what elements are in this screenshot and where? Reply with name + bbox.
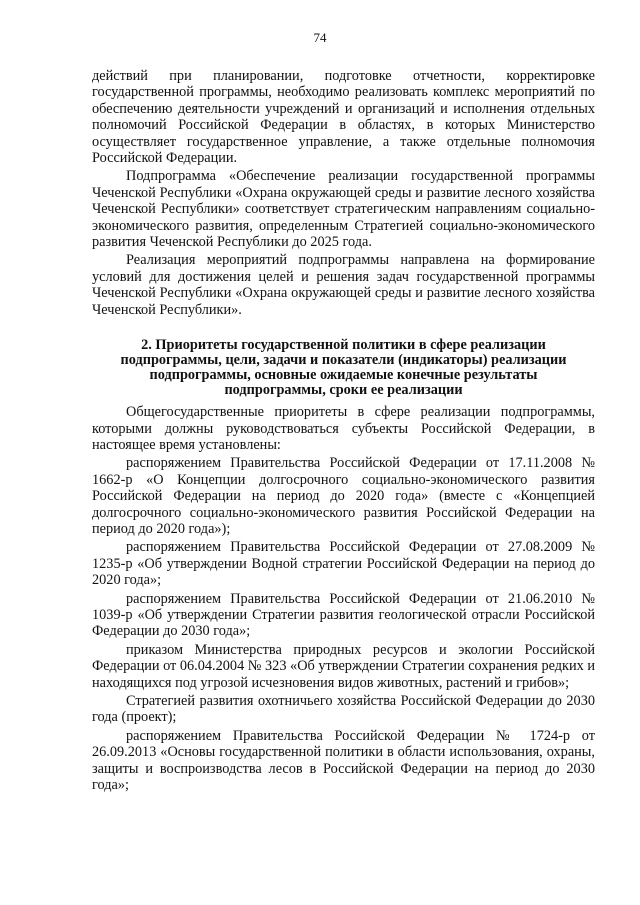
paragraph-order-1662: распоряжением Правительства Российской Федерации от 17.11.2008 № 1662-р «О Концепции долгосрочного социально-экономического развития Российской Федерации на период до 2020 года» (вместе с «Концепцией долгосрочного социально-экономического развития Российской Федерации на период до 2020 года»); [92, 455, 595, 537]
paragraph-order-1724: распоряжением Правительства Российской Федерации № 1724-р от 26.09.2013 «Основы государственной политики в области использования, охраны, защиты и воспроизводства лесов в Российской Федерации на период до 2030 года»; [92, 727, 595, 794]
page-body [92, 68, 595, 795]
page-number: 74 [313, 30, 327, 45]
paragraph-order-323: приказом Министерства природных ресурсов и экологии Российской Федерации от 06.04.2004 № 323 «Об утверждении Стратегии сохранения редких и находящихся под угрозой исчезновения видов животных, растений и грибов»; [92, 641, 595, 691]
paragraph-priorities-intro: Общегосударственные приоритеты в сфере реализации подпрограммы, которыми должны руководствоваться субъекты Российской Федерации, в настоящее время установлены: [92, 404, 595, 453]
section-heading-line: 2. Приоритеты государственной политики в сфере реализации [141, 337, 546, 354]
paragraph-hunting-strategy: Стратегией развития охотничьего хозяйства Российской Федерации до 2030 года (проект); [92, 693, 595, 726]
section-heading-line: подпрограммы, сроки ее реализации [224, 382, 463, 399]
section-heading [92, 338, 595, 398]
paragraph-subprogram-goal: Реализация мероприятий подпрограммы направлена на формирование условий для достижения целей и решения задач государственной программы Чеченской Республики «Охрана окружающей среды и развитие лесного хозяйства Чеченской Республики». [92, 252, 595, 318]
section-heading-line: подпрограммы, цели, задачи и показатели (индикаторы) реализации [120, 352, 567, 369]
paragraph-continuation: действий при планировании, подготовке отчетности, корректировке государственной программы, необходимо реализовать комплекс мероприятий по обеспечению деятельности учреждений и организаций и исполнения отдельных полномочий Российской Федерации в областях, в которых Министерство осуществляет государственное управление, а также отдельные полномочия Российской Федерации. [92, 68, 595, 167]
paragraph-order-1039: распоряжением Правительства Российской Федерации от 21.06.2010 № 1039-р «Об утверждении Стратегии развития геологической отрасли Российской Федерации до 2030 года»; [92, 590, 595, 640]
paragraph-order-1235: распоряжением Правительства Российской Федерации от 27.08.2009 № 1235-р «Об утверждении Водной стратегии Российской Федерации на период до 2020 года»; [92, 539, 595, 589]
section-heading-line: подпрограммы, основные ожидаемые конечные результаты [149, 367, 538, 384]
paragraph-subprogram-compliance: Подпрограмма «Обеспечение реализации государственной программы Чеченской Республики «Охрана окружающей среды и развитие лесного хозяйства Чеченской Республики» соответствует стратегическим направлениям социально-экономического развития, определенным Стратегией социально-экономического развития Чеченской Республики до 2025 года. [92, 168, 595, 251]
